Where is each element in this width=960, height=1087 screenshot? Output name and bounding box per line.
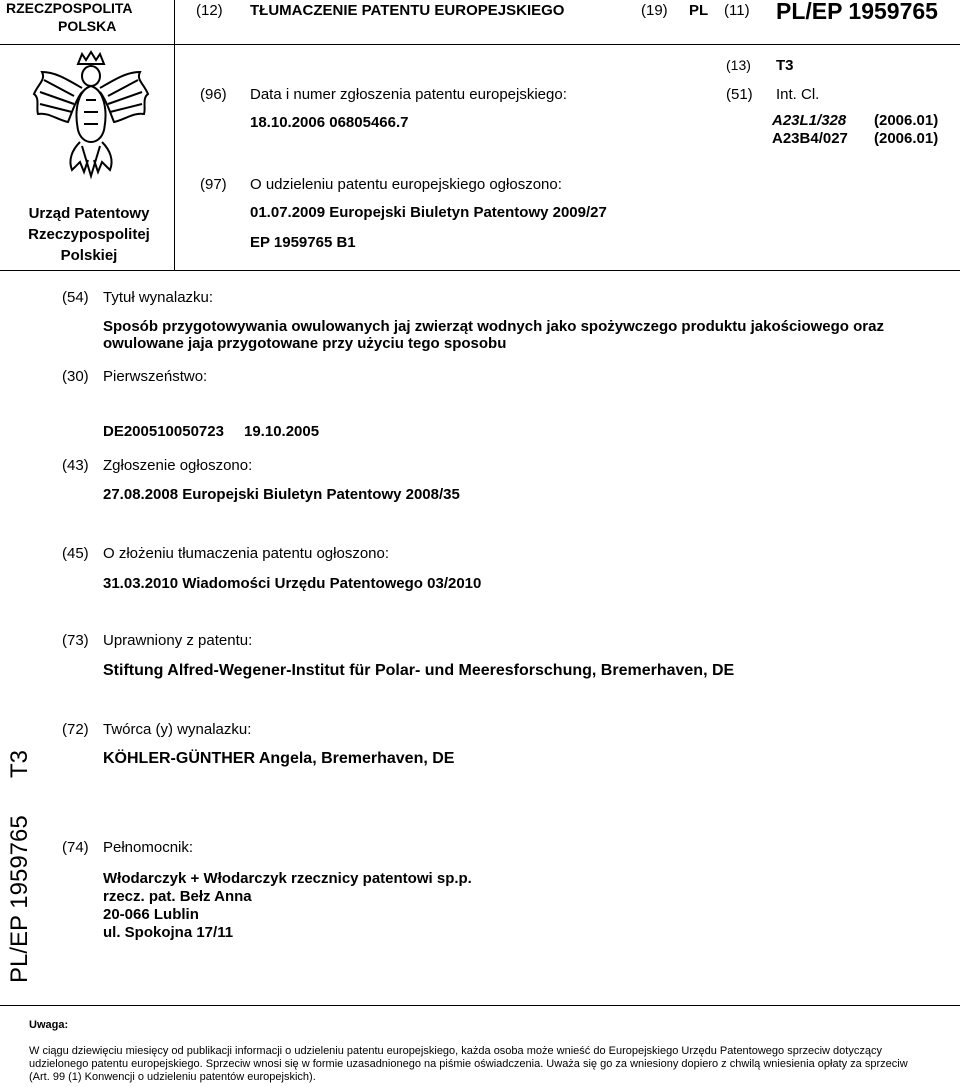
notice-divider bbox=[0, 1005, 960, 1006]
translation-value: 31.03.2010 Wiadomości Urzędu Patentowego 03/2010 bbox=[103, 575, 482, 592]
application-value: 18.10.2006 06805466.7 bbox=[250, 114, 409, 131]
header-divider-vertical bbox=[174, 0, 175, 270]
inid-code-30: (30) bbox=[62, 368, 89, 385]
grant-value: 01.07.2009 Europejski Biuletyn Patentowy 2009/27 bbox=[250, 204, 607, 221]
side-kind-code: T3 bbox=[6, 749, 33, 778]
translation-label: O złożeniu tłumaczenia patentu ogłoszono: bbox=[103, 545, 390, 562]
inid-code-45: (45) bbox=[62, 545, 89, 562]
inid-code-54: (54) bbox=[62, 289, 89, 306]
inid-code-72: (72) bbox=[62, 721, 89, 738]
publication-label: Zgłoszenie ogłoszono: bbox=[103, 457, 253, 474]
kind-code: T3 bbox=[776, 57, 794, 74]
inid-code-73: (73) bbox=[62, 632, 89, 649]
ep-number: EP 1959765 B1 bbox=[250, 234, 356, 251]
invention-title: Sposób przygotowywania owulowanych jaj zwierząt wodnych jako spożywczego produktu jakościowego oraz owulowane jaja przygotowane przy użyciu tego sposobu bbox=[103, 318, 884, 352]
patent-number: PL/EP 1959765 bbox=[776, 0, 938, 24]
inid-code-51: (51) bbox=[726, 86, 753, 103]
document-type: TŁUMACZENIE PATENTU EUROPEJSKIEGO bbox=[250, 2, 565, 19]
classification-symbol-1: A23L1/328 bbox=[772, 112, 847, 129]
proprietor-value: Stiftung Alfred-Wegener-Institut für Polar- und Meeresforschung, Bremerhaven, DE bbox=[103, 662, 735, 679]
inid-code-43: (43) bbox=[62, 457, 89, 474]
office-name bbox=[14, 203, 164, 266]
inid-code-74: (74) bbox=[62, 839, 89, 856]
grant-label: O udzieleniu patentu europejskiego ogłoszono: bbox=[250, 176, 562, 193]
notice-heading: Uwaga: bbox=[29, 1019, 69, 1031]
inid-code-96: (96) bbox=[200, 86, 227, 103]
polish-eagle-emblem bbox=[28, 50, 154, 180]
inid-code-12: (12) bbox=[196, 2, 223, 19]
title-label: Tytuł wynalazku: bbox=[103, 289, 214, 306]
proprietor-label: Uprawniony z patentu: bbox=[103, 632, 253, 649]
attorney-line-2: rzecz. pat. Bełz Anna bbox=[103, 888, 252, 905]
priority-number: DE200510050723 bbox=[103, 423, 224, 440]
office-name-line2: Rzeczypospolitej bbox=[28, 226, 150, 243]
classification-version-1: (2006.01) bbox=[874, 112, 939, 129]
application-label: Data i numer zgłoszenia patentu europejskiego: bbox=[250, 86, 567, 103]
priority-label: Pierwszeństwo: bbox=[103, 368, 208, 385]
inid-code-11: (11) bbox=[724, 2, 750, 19]
side-patent-number: PL/EP 1959765 bbox=[6, 815, 33, 983]
attorney-line-1: Włodarczyk + Włodarczyk rzecznicy patentowi sp.p. bbox=[103, 870, 472, 887]
classification-label: Int. Cl. bbox=[776, 86, 820, 103]
classification-version-2: (2006.01) bbox=[874, 130, 939, 147]
attorney-line-3: 20-066 Lublin bbox=[103, 906, 199, 923]
office-name-line1: Urząd Patentowy bbox=[28, 205, 150, 222]
header-divider-bottom bbox=[0, 270, 960, 271]
notice-text: W ciągu dziewięciu miesięcy od publikacji informacji o udzieleniu patentu europejskiego, każda osoba może wnieść do Europejskiego Urzędu Patentowego sprzeciw dotyczący udzielonego patentu europejskiego. Sprzeciw wnosi się w formie uzasadnionego na piśmie oświadczenia. Uważa się go za wniesiony dopiero z chwilą wniesienia opłaty za sprzeciw (Art. 99 (1) Konwencji o udzieleniu patentów europejskich). bbox=[29, 1045, 908, 1083]
attorney-line-4: ul. Spokojna 17/11 bbox=[103, 924, 234, 941]
office-name-line3: Polskiej bbox=[60, 247, 118, 264]
header-divider-top bbox=[0, 44, 960, 45]
inventor-value: KÖHLER-GÜNTHER Angela, Bremerhaven, DE bbox=[103, 750, 455, 767]
inid-code-97: (97) bbox=[200, 176, 227, 193]
publication-value: 27.08.2008 Europejski Biuletyn Patentowy 2008/35 bbox=[103, 486, 460, 503]
classification-symbol-2: A23B4/027 bbox=[772, 130, 848, 147]
priority-date: 19.10.2005 bbox=[244, 423, 320, 440]
inid-code-19: (19) bbox=[641, 2, 668, 19]
attorney-label: Pełnomocnik: bbox=[103, 839, 194, 856]
country-code: PL bbox=[689, 2, 709, 19]
country-name-line1: RZECZPOSPOLITA bbox=[6, 0, 133, 16]
inid-code-13: (13) bbox=[726, 57, 751, 73]
country-name-line2: POLSKA bbox=[58, 18, 117, 34]
inventor-label: Twórca (y) wynalazku: bbox=[103, 721, 252, 738]
